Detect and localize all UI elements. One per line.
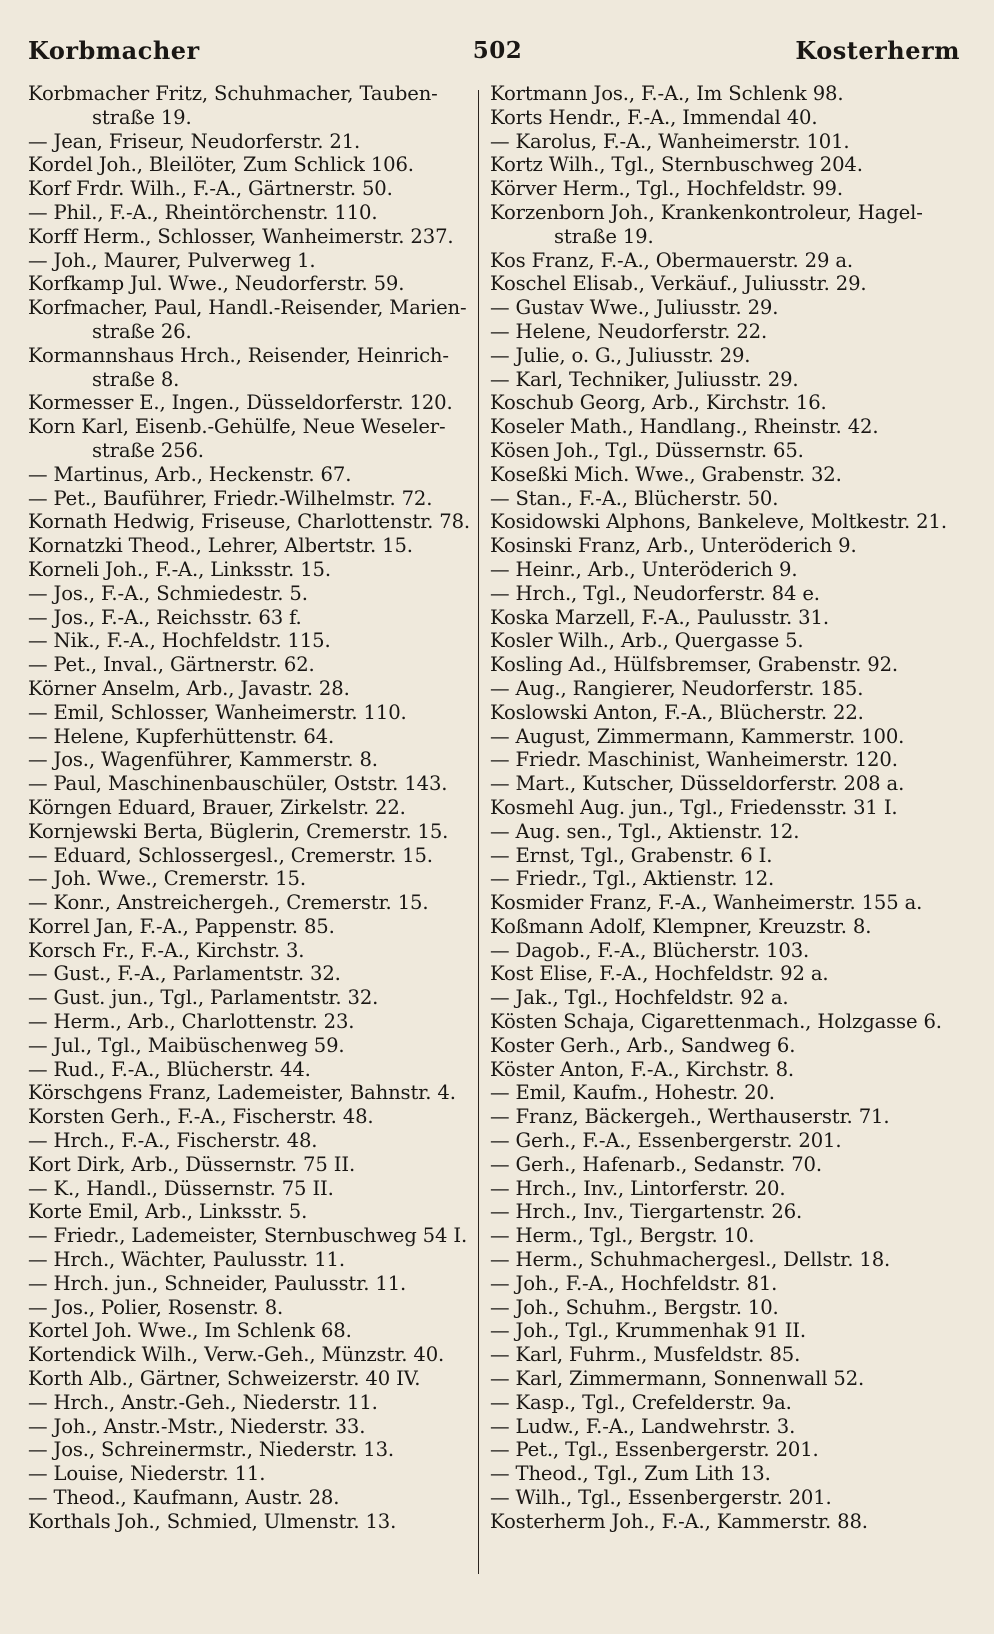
entry-text: — Jak., Tgl., Hochfeldstr. 92 a. <box>490 986 789 1010</box>
directory-entry <box>490 177 960 201</box>
entry-text: — Aug., Rangierer, Neudorferstr. 185. <box>490 676 864 700</box>
directory-entry <box>28 653 468 677</box>
directory-entry <box>490 677 960 701</box>
directory-entry <box>490 653 960 677</box>
entry-text: — Herm., Tgl., Bergstr. 10. <box>490 1224 755 1248</box>
entry-text: — Emil, Kaufm., Hohestr. 20. <box>490 1081 775 1105</box>
directory-entry <box>28 1224 468 1248</box>
entry-text: — Gustav Wwe., Juliusstr. 29. <box>490 296 779 320</box>
directory-entry <box>490 1177 960 1201</box>
directory-entry <box>28 177 468 201</box>
entry-text: Korfmacher, Paul, Handl.-Reisender, Marien- <box>28 296 467 320</box>
directory-entry <box>490 891 960 915</box>
directory-entry <box>28 986 468 1010</box>
directory-entry <box>490 606 960 630</box>
directory-entry <box>490 1153 960 1177</box>
entry-text: — Joh. Wwe., Cremerstr. 15. <box>28 867 306 891</box>
directory-entry <box>28 130 468 154</box>
directory-entry <box>490 272 960 296</box>
directory-entry <box>490 820 960 844</box>
entry-text: Körner Anselm, Arb., Javastr. 28. <box>28 676 350 700</box>
directory-entry <box>28 1034 468 1058</box>
entry-text: Korte Emil, Arb., Linksstr. 5. <box>28 1200 308 1224</box>
entry-text: — Ernst, Tgl., Grabenstr. 6 I. <box>490 843 773 867</box>
entry-text: — Ludw., F.-A., Landwehrstr. 3. <box>490 1414 796 1438</box>
header-left-word: Korbmacher <box>28 35 200 65</box>
entry-text: — Theod., Kaufmann, Austr. 28. <box>28 1486 340 1510</box>
entry-text: — Friedr., Tgl., Aktienstr. 12. <box>490 867 775 891</box>
directory-entry <box>28 939 468 963</box>
entry-text: Koslowski Anton, F.-A., Blücherstr. 22. <box>490 700 864 724</box>
entry-text: Körver Herm., Tgl., Hochfeldstr. 99. <box>490 177 843 201</box>
entry-text: — Mart., Kutscher, Düsseldorferstr. 208 a. <box>490 772 905 796</box>
entry-text: Korff Herm., Schlosser, Wanheimerstr. 237. <box>28 224 454 248</box>
directory-entry <box>490 1319 960 1343</box>
entry-text: — Friedr. Maschinist, Wanheimerstr. 120. <box>490 748 898 772</box>
entry-text: — Eduard, Schlossergesl., Cremerstr. 15. <box>28 843 433 867</box>
entry-text: — Hrch. jun., Schneider, Paulusstr. 11. <box>28 1271 407 1295</box>
entry-text: — Joh., Maurer, Pulverweg 1. <box>28 248 316 272</box>
entry-text: Kost Elise, F.-A., Hochfeldstr. 92 a. <box>490 962 829 986</box>
column-divider <box>478 90 479 1574</box>
directory-entry <box>28 1486 468 1510</box>
entry-text: Kosterherm Joh., F.-A., Kammerstr. 88. <box>490 1509 868 1533</box>
entry-text: — Friedr., Lademeister, Sternbuschweg 54 I. <box>28 1224 468 1248</box>
entry-text: Koster Gerh., Arb., Sandweg 6. <box>490 1033 796 1057</box>
entry-text: — Theod., Tgl., Zum Lith 13. <box>490 1462 771 1486</box>
entry-text: — Jos., Polier, Rosenstr. 8. <box>28 1295 284 1319</box>
directory-entry <box>490 1272 960 1296</box>
directory-entry <box>490 558 960 582</box>
entry-text: Koschel Elisab., Verkäuf., Juliusstr. 29. <box>490 272 867 296</box>
entry-text: — Pet., Bauführer, Friedr.-Wilhelmstr. 72. <box>28 486 433 510</box>
directory-entry <box>490 534 960 558</box>
entry-text: — K., Handl., Düssernstr. 75 II. <box>28 1176 334 1200</box>
directory-entry <box>28 1510 468 1534</box>
entry-text: — Herm., Schuhmachergesl., Dellstr. 18. <box>490 1248 891 1272</box>
directory-entry <box>490 1415 960 1439</box>
directory-entry <box>490 201 960 249</box>
directory-entry <box>28 1200 468 1224</box>
entry-text: Kosidowski Alphons, Bankeleve, Moltkestr. 21. <box>490 510 947 534</box>
directory-entry <box>28 725 468 749</box>
directory-entry <box>490 249 960 273</box>
entry-text: — Jos., Wagenführer, Kammerstr. 8. <box>28 748 378 772</box>
entry-text: — Hrch., Tgl., Neudorferstr. 84 e. <box>490 581 820 605</box>
entry-text: Kosler Wilh., Arb., Quergasse 5. <box>490 629 804 653</box>
entry-text: Kort Dirk, Arb., Düssernstr. 75 II. <box>28 1152 356 1176</box>
entry-text: Kornatzki Theod., Lehrer, Albertstr. 15. <box>28 534 413 558</box>
directory-entry <box>28 1415 468 1439</box>
directory-entry <box>28 748 468 772</box>
directory-entry <box>28 891 468 915</box>
directory-entry <box>490 82 960 106</box>
entry-text: Kornjewski Berta, Büglerin, Cremerstr. 15. <box>28 819 449 843</box>
directory-entry <box>490 986 960 1010</box>
entry-text: Kortendick Wilh., Verw.-Geh., Münzstr. 40. <box>28 1343 445 1367</box>
entry-text: — Hrch., F.-A., Fischerstr. 48. <box>28 1129 318 1153</box>
directory-entry <box>28 867 468 891</box>
entry-text: Kormannshaus Hrch., Reisender, Heinrich- <box>28 343 449 367</box>
directory-entry <box>490 748 960 772</box>
entry-text: Koska Marzell, F.-A., Paulusstr. 31. <box>490 605 829 629</box>
entry-text: — Joh., Schuhm., Bergstr. 10. <box>490 1295 779 1319</box>
entry-text: — Nik., F.-A., Hochfeldstr. 115. <box>28 629 331 653</box>
directory-entry <box>28 677 468 701</box>
entry-text: Korzenborn Joh., Krankenkontroleur, Hagel- <box>490 200 923 224</box>
directory-entry <box>490 1081 960 1105</box>
directory-entry <box>28 1058 468 1082</box>
entry-text: — Joh., Tgl., Krummenhak 91 II. <box>490 1319 806 1343</box>
directory-entry <box>28 1391 468 1415</box>
directory-entry <box>28 82 468 130</box>
directory-entry <box>28 344 468 392</box>
entry-text: Körschgens Franz, Lademeister, Bahnstr. 4. <box>28 1081 456 1105</box>
entry-text: — Kasp., Tgl., Crefelderstr. 9a. <box>490 1390 792 1414</box>
entry-text: — Konr., Anstreichergeh., Cremerstr. 15. <box>28 891 429 915</box>
entry-text: — Louise, Niederstr. 11. <box>28 1462 266 1486</box>
directory-entry <box>28 1081 468 1105</box>
entry-text: Korneli Joh., F.-A., Linksstr. 15. <box>28 557 331 581</box>
directory-entry <box>490 106 960 130</box>
directory-entry <box>28 796 468 820</box>
directory-entry <box>28 391 468 415</box>
directory-entry <box>490 1391 960 1415</box>
directory-entry <box>28 1462 468 1486</box>
directory-entry <box>28 201 468 225</box>
entry-text: — Jos., F.-A., Reichsstr. 63 f. <box>28 605 302 629</box>
entry-text: Körngen Eduard, Brauer, Zirkelstr. 22. <box>28 795 406 819</box>
directory-entry <box>490 1486 960 1510</box>
entry-text: Korts Hendr., F.-A., Immendal 40. <box>490 105 818 129</box>
directory-entry <box>490 439 960 463</box>
entry-text: — Hrch., Inv., Lintorferstr. 20. <box>490 1176 786 1200</box>
entry-text: — Jos., Schreinermstr., Niederstr. 13. <box>28 1438 395 1462</box>
entry-continuation: straße 256. <box>92 438 204 462</box>
entry-text: — Jos., F.-A., Schmiedestr. 5. <box>28 581 308 605</box>
right-column <box>490 82 960 1534</box>
directory-entry <box>490 962 960 986</box>
entry-text: — Julie, o. G., Juliusstr. 29. <box>490 343 751 367</box>
entry-text: — Karolus, F.-A., Wanheimerstr. 101. <box>490 129 850 153</box>
directory-entry <box>490 1105 960 1129</box>
directory-entry <box>490 415 960 439</box>
directory-entry <box>490 130 960 154</box>
directory-entry <box>28 272 468 296</box>
entry-text: — Hrch., Anstr.-Geh., Niederstr. 11. <box>28 1390 378 1414</box>
entry-text: — August, Zimmermann, Kammerstr. 100. <box>490 724 905 748</box>
entry-text: Kormesser E., Ingen., Düsseldorferstr. 120. <box>28 391 453 415</box>
entry-text: — Heinr., Arb., Unteröderich 9. <box>490 557 798 581</box>
entry-text: Kösten Schaja, Cigarettenmach., Holzgasse 6. <box>490 1010 942 1034</box>
entry-text: — Jean, Friseur, Neudorferstr. 21. <box>28 129 361 153</box>
directory-entry <box>490 1462 960 1486</box>
directory-entry <box>28 153 468 177</box>
entry-text: — Hrch., Wächter, Paulusstr. 11. <box>28 1248 345 1272</box>
entry-text: — Gerh., F.-A., Essenbergerstr. 201. <box>490 1129 842 1153</box>
directory-entry <box>28 820 468 844</box>
entry-text: Korsch Fr., F.-A., Kirchstr. 3. <box>28 938 305 962</box>
directory-entry <box>490 582 960 606</box>
entry-text: — Joh., Anstr.-Mstr., Niederstr. 33. <box>28 1414 366 1438</box>
entry-text: Köster Anton, F.-A., Kirchstr. 8. <box>490 1057 794 1081</box>
directory-entry <box>490 320 960 344</box>
directory-entry <box>490 1367 960 1391</box>
directory-entry <box>490 1058 960 1082</box>
directory-entry <box>490 867 960 891</box>
directory-entry <box>490 939 960 963</box>
directory-entry <box>28 582 468 606</box>
directory-entry <box>490 344 960 368</box>
directory-entry <box>28 629 468 653</box>
entry-text: Koschub Georg, Arb., Kirchstr. 16. <box>490 391 827 415</box>
entry-text: Kornath Hedwig, Friseuse, Charlottenstr. 78. <box>28 510 471 534</box>
directory-entry <box>28 1248 468 1272</box>
entry-text: Kordel Joh., Bleilöter, Zum Schlick 106. <box>28 153 414 177</box>
entry-text: — Helene, Kupferhüttenstr. 64. <box>28 724 335 748</box>
directory-entry <box>28 558 468 582</box>
entry-text: — Karl, Fuhrm., Musfeldstr. 85. <box>490 1343 801 1367</box>
entry-text: Korn Karl, Eisenb.-Gehülfe, Neue Weseler- <box>28 415 446 439</box>
entry-text: Korbmacher Fritz, Schuhmacher, Tauben- <box>28 82 438 105</box>
directory-entry <box>28 606 468 630</box>
directory-entry <box>490 296 960 320</box>
directory-entry <box>490 1034 960 1058</box>
entry-text: — Martinus, Arb., Heckenstr. 67. <box>28 462 352 486</box>
directory-entry <box>28 1367 468 1391</box>
directory-entry <box>28 1010 468 1034</box>
directory-entry <box>490 510 960 534</box>
directory-entry <box>28 1105 468 1129</box>
directory-entry <box>490 463 960 487</box>
directory-entry <box>28 1129 468 1153</box>
directory-entry <box>28 701 468 725</box>
entry-text: — Franz, Bäckergeh., Werthauserstr. 71. <box>490 1105 890 1129</box>
directory-entry <box>490 1010 960 1034</box>
directory-entry <box>490 1510 960 1534</box>
directory-entry <box>28 1296 468 1320</box>
directory-entry <box>490 1129 960 1153</box>
entry-text: Korf Frdr. Wilh., F.-A., Gärtnerstr. 50. <box>28 177 393 201</box>
directory-entry <box>28 463 468 487</box>
directory-entry <box>490 1296 960 1320</box>
entry-text: Korsten Gerh., F.-A., Fischerstr. 48. <box>28 1105 374 1129</box>
entry-text: Kösen Joh., Tgl., Düssernstr. 65. <box>490 438 804 462</box>
entry-text: — Wilh., Tgl., Essenbergerstr. 201. <box>490 1486 832 1510</box>
entry-text: Kortel Joh. Wwe., Im Schlenk 68. <box>28 1319 352 1343</box>
entry-continuation: straße 19. <box>92 105 192 129</box>
directory-entry <box>490 772 960 796</box>
directory-entry <box>490 1224 960 1248</box>
entry-text: — Rud., F.-A., Blücherstr. 44. <box>28 1057 311 1081</box>
directory-entry <box>28 1343 468 1367</box>
entry-text: Kortz Wilh., Tgl., Sternbuschweg 204. <box>490 153 863 177</box>
directory-entry <box>490 796 960 820</box>
directory-entry <box>28 1319 468 1343</box>
entry-continuation: straße 8. <box>92 367 180 391</box>
directory-entry <box>28 510 471 534</box>
directory-entry <box>490 391 960 415</box>
entry-continuation: straße 19. <box>554 224 654 248</box>
entry-text: — Herm., Arb., Charlottenstr. 23. <box>28 1010 355 1034</box>
directory-entry <box>490 725 960 749</box>
directory-entry <box>28 962 468 986</box>
directory-entry <box>28 225 468 249</box>
entry-text: — Paul, Maschinenbauschüler, Oststr. 143. <box>28 772 448 796</box>
entry-text: — Karl, Zimmermann, Sonnenwall 52. <box>490 1367 865 1391</box>
page-number: 502 <box>472 36 523 64</box>
directory-entry <box>28 772 468 796</box>
entry-text: — Emil, Schlosser, Wanheimerstr. 110. <box>28 700 407 724</box>
entry-text: — Stan., F.-A., Blücherstr. 50. <box>490 486 779 510</box>
header-right-word: Kosterherm <box>795 35 960 65</box>
entry-text: Koßmann Adolf, Klempner, Kreuzstr. 8. <box>490 914 872 938</box>
directory-entry <box>490 487 960 511</box>
directory-entry <box>28 534 468 558</box>
entry-text: — Joh., F.-A., Hochfeldstr. 81. <box>490 1271 778 1295</box>
left-column <box>28 82 471 1534</box>
directory-entry <box>28 415 468 463</box>
entry-text: Koseler Math., Handlang., Rheinstr. 42. <box>490 415 879 439</box>
entry-text: Kortmann Jos., F.-A., Im Schlenk 98. <box>490 82 844 105</box>
directory-entry <box>28 1153 468 1177</box>
entry-text: — Jul., Tgl., Maibüschenweg 59. <box>28 1033 345 1057</box>
entry-text: Korth Alb., Gärtner, Schweizerstr. 40 IV. <box>28 1367 421 1391</box>
directory-entry <box>28 1272 468 1296</box>
entry-text: Kosling Ad., Hülfsbremser, Grabenstr. 92. <box>490 653 899 677</box>
entry-text: — Gust., F.-A., Parlamentstr. 32. <box>28 962 341 986</box>
directory-entry <box>490 844 960 868</box>
entry-text: — Gerh., Hafenarb., Sedanstr. 70. <box>490 1152 822 1176</box>
entry-text: Kos Franz, F.-A., Obermauerstr. 29 a. <box>490 248 853 272</box>
entry-text: — Phil., F.-A., Rheintörchenstr. 110. <box>28 200 378 224</box>
directory-entry <box>490 915 960 939</box>
entry-text: — Aug. sen., Tgl., Aktienstr. 12. <box>490 819 800 843</box>
directory-entry <box>28 296 468 344</box>
entry-continuation: straße 26. <box>92 319 192 343</box>
directory-entry <box>28 844 468 868</box>
entry-text: Korrel Jan, F.-A., Pappenstr. 85. <box>28 914 335 938</box>
entry-text: Kosmider Franz, F.-A., Wanheimerstr. 155 a. <box>490 891 923 915</box>
entry-text: — Hrch., Inv., Tiergartenstr. 26. <box>490 1200 803 1224</box>
directory-entry <box>28 1438 468 1462</box>
directory-entry <box>490 629 960 653</box>
directory-entry <box>490 1343 960 1367</box>
entry-text: — Dagob., F.-A., Blücherstr. 103. <box>490 938 810 962</box>
directory-entry <box>490 153 960 177</box>
entry-text: Korthals Joh., Schmied, Ulmenstr. 13. <box>28 1509 397 1533</box>
entry-text: — Pet., Inval., Gärtnerstr. 62. <box>28 653 315 677</box>
directory-entry <box>490 1438 960 1462</box>
page-header <box>28 30 960 70</box>
directory-entry <box>490 701 960 725</box>
entry-text: Korfkamp Jul. Wwe., Neudorferstr. 59. <box>28 272 405 296</box>
entry-text: — Helene, Neudorferstr. 22. <box>490 319 768 343</box>
directory-entry <box>28 1177 468 1201</box>
entry-text: Kosmehl Aug. jun., Tgl., Friedensstr. 31 I. <box>490 795 898 819</box>
directory-entry <box>490 368 960 392</box>
entry-text: — Pet., Tgl., Essenbergerstr. 201. <box>490 1438 819 1462</box>
entry-text: — Karl, Techniker, Juliusstr. 29. <box>490 367 799 391</box>
entry-text: — Gust. jun., Tgl., Parlamentstr. 32. <box>28 986 379 1010</box>
directory-entry <box>490 1200 960 1224</box>
directory-entry <box>490 1248 960 1272</box>
directory-entry <box>28 249 468 273</box>
entry-text: Kosinski Franz, Arb., Unteröderich 9. <box>490 534 857 558</box>
directory-entry <box>28 915 468 939</box>
directory-entry <box>28 487 468 511</box>
entry-text: Koseßki Mich. Wwe., Grabenstr. 32. <box>490 462 842 486</box>
